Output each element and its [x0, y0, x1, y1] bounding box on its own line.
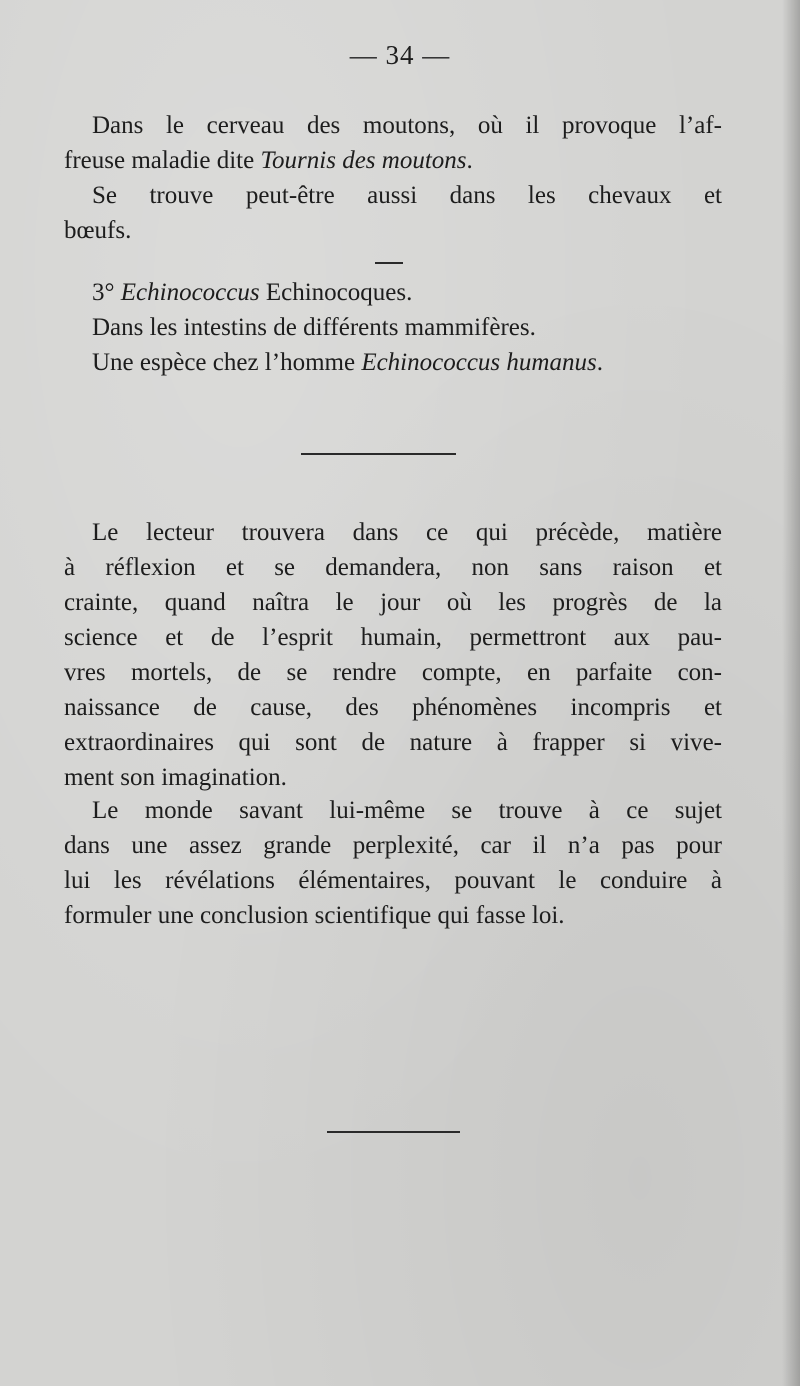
- text-line: [64, 345, 722, 380]
- text-line: Le monde savant lui-même se trouve à ce sujet: [92, 797, 722, 824]
- text-line: [64, 275, 722, 310]
- text-line: naissance de cause, des phénomènes incompris et: [64, 694, 722, 721]
- paragraph-tournis: [64, 108, 722, 178]
- text-line: à réflexion et se demandera, non sans raison et: [64, 554, 722, 581]
- text-line: Le lecteur trouvera dans ce qui précède, matière: [92, 519, 722, 546]
- text-run: freuse maladie dite: [64, 147, 261, 174]
- text-line: Dans le cerveau des moutons, où il provoque l’af-: [92, 112, 722, 139]
- text-line: crainte, quand naîtra le jour où les progrès de la: [64, 589, 722, 616]
- text-line: Dans les intestins de différents mammifères.: [92, 314, 536, 341]
- horizontal-rule: [327, 1131, 460, 1133]
- text-line: science et de l’esprit humain, permettront aux pau-: [64, 624, 722, 651]
- text-line: lui les révélations élémentaires, pouvant le conduire à: [64, 867, 722, 894]
- text-run: .: [596, 349, 603, 376]
- italic-term: Echinococcus: [120, 279, 260, 306]
- text-line: formuler une conclusion scientifique qui fasse loi.: [64, 902, 565, 929]
- text-run: Echinocoques.: [259, 279, 413, 306]
- italic-term: Echinococcus humanus: [361, 349, 597, 376]
- section-echinococcus: [64, 275, 722, 380]
- page-edge-shadow: [782, 0, 800, 1386]
- text-run: 3°: [92, 279, 121, 306]
- paragraph-monde-savant: [64, 793, 722, 933]
- text-run: Une espèce chez l’homme: [92, 349, 362, 376]
- text-line: vres mortels, de se rendre compte, en parfaite con-: [64, 659, 722, 686]
- short-dash-separator: [375, 262, 403, 264]
- paragraph-chevaux: [64, 178, 722, 248]
- text-line: dans une assez grande perplexité, car il n’a pas pour: [64, 832, 722, 859]
- text-line: bœufs.: [64, 217, 132, 244]
- page-number: — 34 —: [349, 40, 451, 70]
- text-line: ment son imagination.: [64, 764, 287, 791]
- horizontal-rule: [301, 453, 456, 455]
- text-line: Se trouve peut-être aussi dans les chevaux et: [92, 182, 722, 209]
- text-run: .: [466, 147, 473, 174]
- paragraph-lecteur: [64, 515, 722, 795]
- italic-term: Tournis des moutons: [260, 147, 467, 174]
- text-line: extraordinaires qui sont de nature à frapper si vive-: [64, 729, 722, 756]
- text-line: [64, 143, 722, 178]
